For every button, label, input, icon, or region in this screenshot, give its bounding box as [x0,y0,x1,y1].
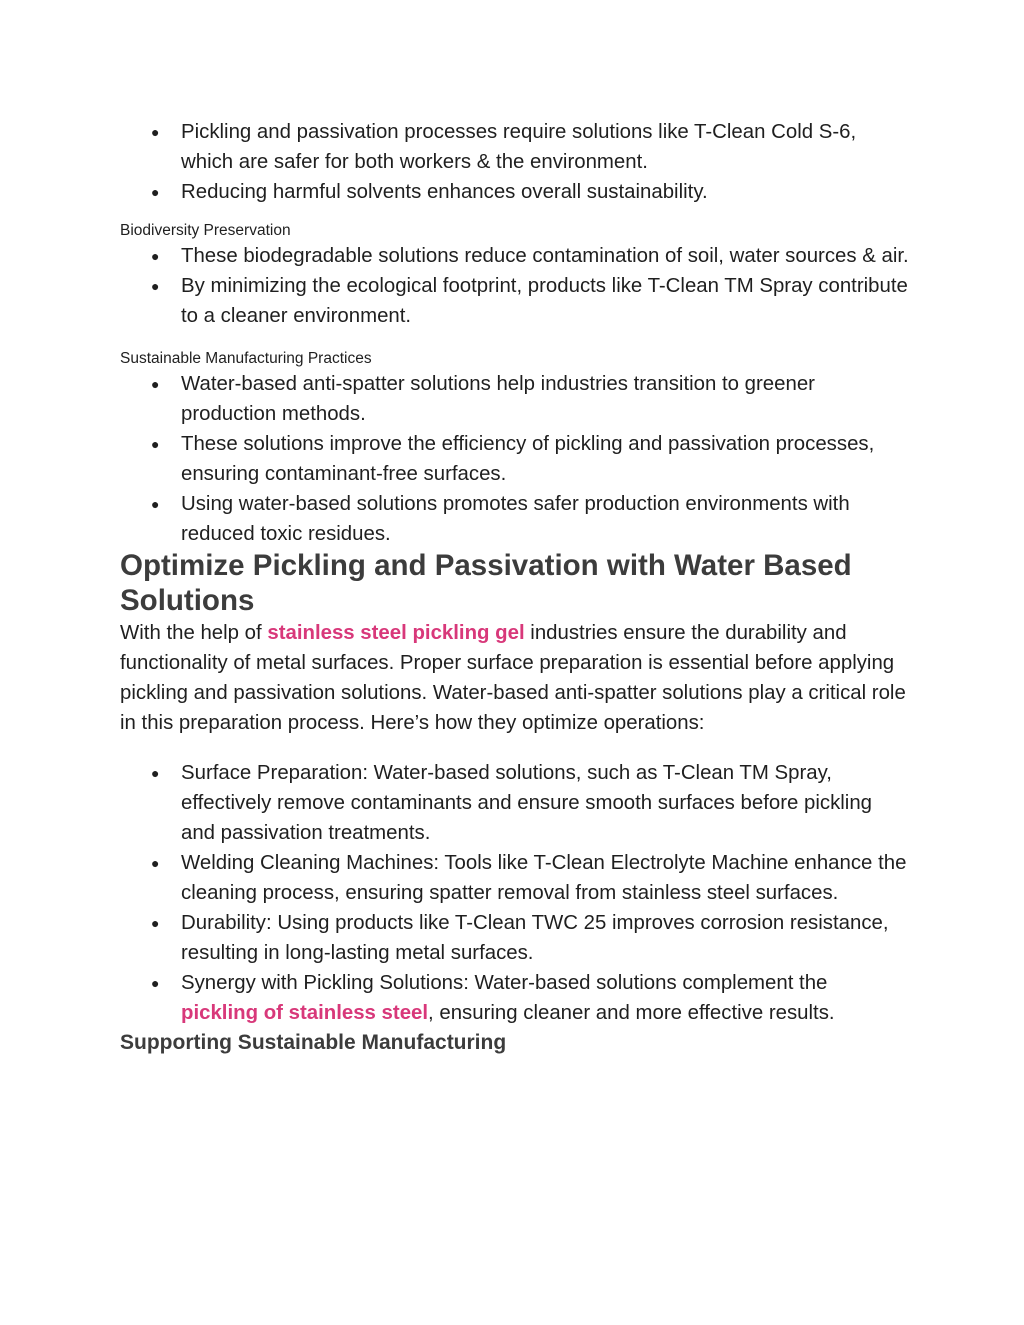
list-item: ● Durability: Using products like T-Clean TWC 25 improves corrosion resistance, resulting in long-lasting metal surfaces. [120,908,910,968]
bullet-icon: ● [151,765,160,781]
bullet-icon: ● [151,915,160,931]
list-item: ● By minimizing the ecological footprint, products like T-Clean TM Spray contribute to a cleaner environment. [120,271,910,331]
supporting-heading: Supporting Sustainable Manufacturing [120,1031,507,1054]
list-item: ● Synergy with Pickling Solutions: Water-based solutions complement the pickling of stainless steel, ensuring cleaner and more effective results. [120,968,910,1028]
biodiversity-list [120,241,910,331]
optimize-list [120,758,910,1028]
document-page [120,117,910,1058]
bullet-icon: ● [151,124,160,140]
bullet-icon: ● [151,278,160,294]
list-item: ● Reducing harmful solvents enhances overall sustainability. [120,177,910,207]
intro-list [120,117,910,207]
bullet-icon: ● [151,436,160,452]
list-item: ● These biodegradable solutions reduce contamination of soil, water sources & air. [120,241,910,271]
bullet-icon: ● [151,855,160,871]
optimize-paragraph: With the help of stainless steel pickling gel industries ensure the durability and functionality of metal surfaces. Proper surface preparation is essential before applying pickling and passivation solutions. Water-based anti-spatter solutions play a critical role in this preparation process. Here’s how they optimize operations: [120,622,906,734]
sustainable-practices-heading: Sustainable Manufacturing Practices [120,350,372,367]
list-item: ● These solutions improve the efficiency of pickling and passivation processes, ensuring contaminant-free surfaces. [120,429,910,489]
bullet-icon: ● [151,975,160,991]
list-item: ● Welding Cleaning Machines: Tools like T-Clean Electrolyte Machine enhance the cleaning process, ensuring spatter removal from stainless steel surfaces. [120,848,910,908]
list-item: ● Pickling and passivation processes require solutions like T-Clean Cold S-6, which are safer for both workers & the environment. [120,117,910,177]
bullet-icon: ● [151,496,160,512]
bullet-icon: ● [151,248,160,264]
bullet-icon: ● [151,184,160,200]
list-item: ● Using water-based solutions promotes safer production environments with reduced toxic residues. [120,489,910,549]
stainless-steel-pickling-gel-link[interactable]: stainless steel pickling gel [267,622,525,644]
optimize-heading: Optimize Pickling and Passivation with Water Based Solutions [120,549,852,617]
pickling-of-stainless-steel-link[interactable]: pickling of stainless steel [181,1002,429,1024]
bullet-icon: ● [151,376,160,392]
list-item: ● Water-based anti-spatter solutions help industries transition to greener production methods. [120,369,910,429]
sustainable-practices-list [120,369,910,549]
biodiversity-heading: Biodiversity Preservation [120,222,291,239]
list-item: ● Surface Preparation: Water-based solutions, such as T-Clean TM Spray, effectively remove contaminants and ensure smooth surfaces before pickling and passivation treatments. [120,758,910,848]
